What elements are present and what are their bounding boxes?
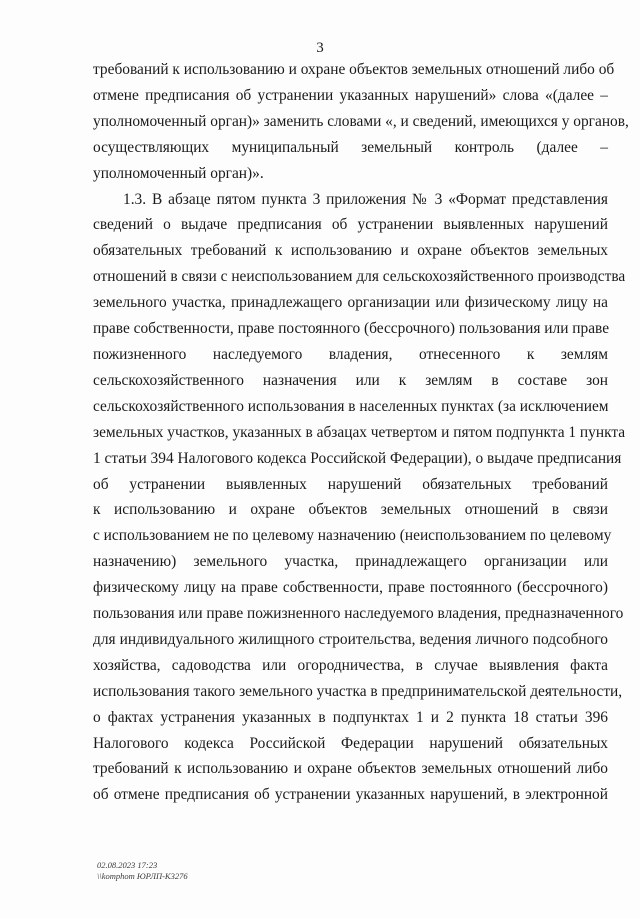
text-line: о фактах устранения указанных в подпунктах 1 и 2 пункта 18 статьи 396	[93, 708, 608, 726]
text-line: земельного участка, принадлежащего организации или физическому лицу на	[93, 294, 608, 312]
document-body	[93, 57, 629, 808]
text-line: требований к использованию и охране объектов земельных отношений либо	[93, 760, 608, 778]
text-line: требований к использованию и охране объектов земельных отношений либо об	[93, 61, 615, 78]
footer-document-id: \\komphom ЮРЛП-К3276	[97, 871, 188, 881]
text-line: с использованием не по целевому назначению (неиспользованием по целевому	[93, 527, 612, 545]
text-line: к использованию и охране объектов земельных отношений в связи	[93, 501, 608, 519]
text-line: 1 статьи 394 Налогового кодекса Российской Федерации), о выдаче предписания	[93, 449, 622, 467]
text-line: об устранении выявленных нарушений обязательных требований	[93, 475, 608, 493]
text-line: Налогового кодекса Российской Федерации нарушений обязательных	[93, 734, 608, 752]
text-line: использования такого земельного участка в предпринимательской деятельности,	[93, 682, 623, 700]
paragraph-1-3	[93, 187, 626, 809]
text-line: сельскохозяйственного назначения или к землям в составе зон	[93, 371, 608, 389]
text-line: об отмене предписания об устранении указанных нарушений, в электронной	[93, 786, 608, 804]
text-line: уполномоченный орган)» заменить словами «, и сведений, имеющихся у органов,	[93, 112, 629, 130]
text-line: сведений о выдаче предписания об устранении выявленных нарушений	[93, 216, 608, 234]
document-footer	[97, 860, 188, 882]
footer-timestamp: 02.08.2023 17:23	[97, 860, 158, 870]
text-line: праве собственности, праве постоянного (бессрочного) пользования или праве	[93, 320, 610, 338]
text-line: пользования или праве пожизненного наследуемого владения, предназначенного	[93, 605, 624, 623]
text-line: обязательных требований к использованию и охране объектов земельных	[93, 242, 608, 260]
text-line: осуществляющих муниципальный земельный контроль (далее –	[93, 138, 608, 156]
text-line: сельскохозяйственного использования в населенных пунктах (за исключением	[93, 397, 609, 415]
text-line: земельных участков, указанных в абзацах четвертом и пятом подпункта 1 пункта	[93, 423, 626, 441]
text-line: 1.3. В абзаце пятом пункта 3 приложения № 3 «Формат представления	[123, 190, 608, 208]
paragraph-continuation	[93, 57, 629, 187]
text-line: отношений в связи с неиспользованием для сельскохозяйственного производства	[93, 268, 626, 286]
text-line: физическому лицу на праве собственности, праве постоянного (бессрочного)	[93, 579, 608, 597]
text-line: для индивидуального жилищного строительства, ведения личного подсобного	[93, 630, 608, 648]
text-line: уполномоченный орган)».	[93, 164, 264, 182]
text-line: назначению) земельного участка, принадлежащего организации или	[93, 553, 608, 571]
page-number: 3	[316, 40, 324, 56]
text-line: отмене предписания об устранении указанных нарушений» слова «(далее –	[93, 86, 608, 104]
text-line: пожизненного наследуемого владения, отнесенного к землям	[93, 345, 608, 363]
text-line: хозяйства, садоводства или огородничества, в случае выявления факта	[93, 656, 608, 674]
